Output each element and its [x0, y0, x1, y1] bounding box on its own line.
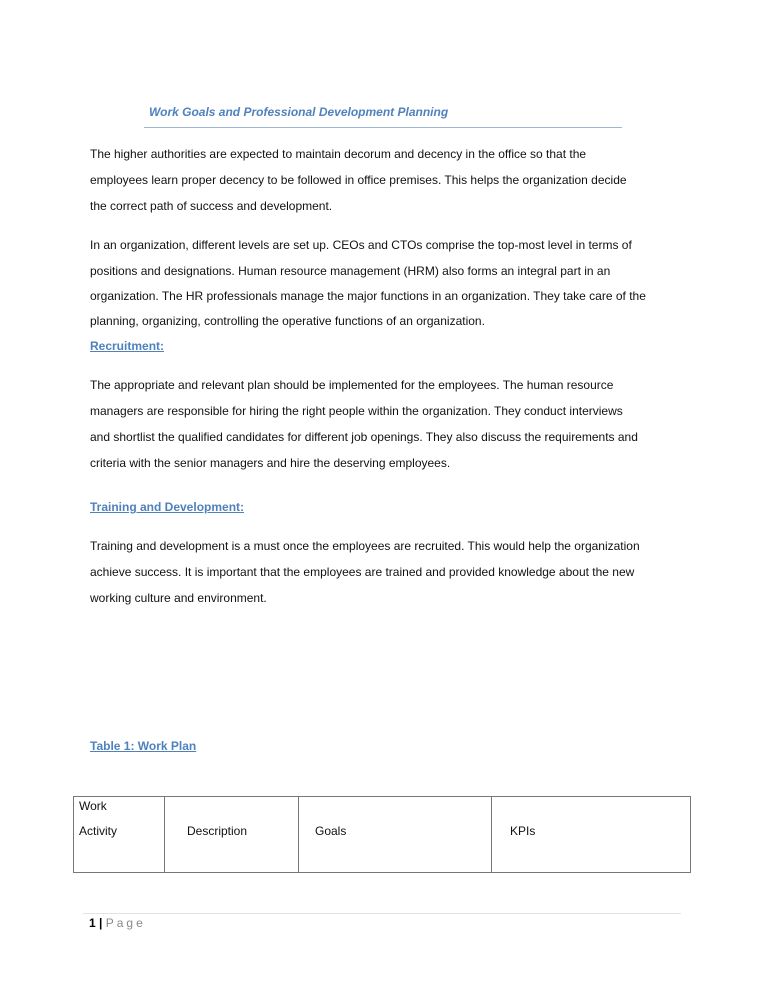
section-heading-training: Training and Development:	[90, 500, 245, 514]
table-caption: Table 1: Work Plan	[90, 739, 197, 753]
paragraph-line: Training and development is a must once the employees are recruited. This would help the organization	[90, 539, 640, 553]
page-footer	[89, 916, 146, 930]
header-kpis: KPIs	[510, 824, 536, 838]
paragraph-line: managers are responsible for hiring the right people within the organization. They conduct interviews	[90, 404, 623, 418]
paragraph-line: The higher authorities are expected to maintain decorum and decency in the office so that the	[90, 147, 587, 161]
header-activity: Activity	[79, 824, 118, 838]
header-goals: Goals	[315, 824, 347, 838]
footer-divider	[83, 913, 681, 914]
page-number: 1	[89, 916, 96, 930]
paragraph-line: achieve success. It is important that the employees are trained and provided knowledge about the new	[90, 565, 635, 579]
document-title: Work Goals and Professional Development Planning	[149, 105, 449, 119]
page-label: Page	[105, 916, 146, 930]
paragraph-line: the correct path of success and development.	[90, 199, 333, 213]
paragraph-line: working culture and environment.	[90, 591, 267, 605]
paragraph-line: The appropriate and relevant plan should be implemented for the employees. The human resource	[90, 378, 614, 392]
paragraph-line: employees learn proper decency to be followed in office premises. This helps the organization decide	[90, 173, 627, 187]
table-header-row	[74, 797, 691, 873]
paragraph-line: planning, organizing, controlling the operative functions of an organization.	[90, 314, 485, 328]
header-work: Work	[79, 799, 107, 813]
paragraph-line: In an organization, different levels are set up. CEOs and CTOs comprise the top-most level in terms of	[90, 238, 632, 252]
header-description: Description	[187, 824, 248, 838]
section-heading-recruitment: Recruitment:	[90, 339, 165, 353]
paragraph-line: organization. The HR professionals manage the major functions in an organization. They take care of the	[90, 289, 646, 303]
paragraph-line: and shortlist the qualified candidates for different job openings. They also discuss the requirements and	[90, 430, 638, 444]
work-plan-table	[73, 796, 691, 873]
paragraph-line: positions and designations. Human resource management (HRM) also forms an integral part in an	[90, 264, 611, 278]
page-separator: |	[99, 916, 103, 930]
title-divider	[144, 127, 622, 128]
paragraph-line: criteria with the senior managers and hire the deserving employees.	[90, 456, 451, 470]
